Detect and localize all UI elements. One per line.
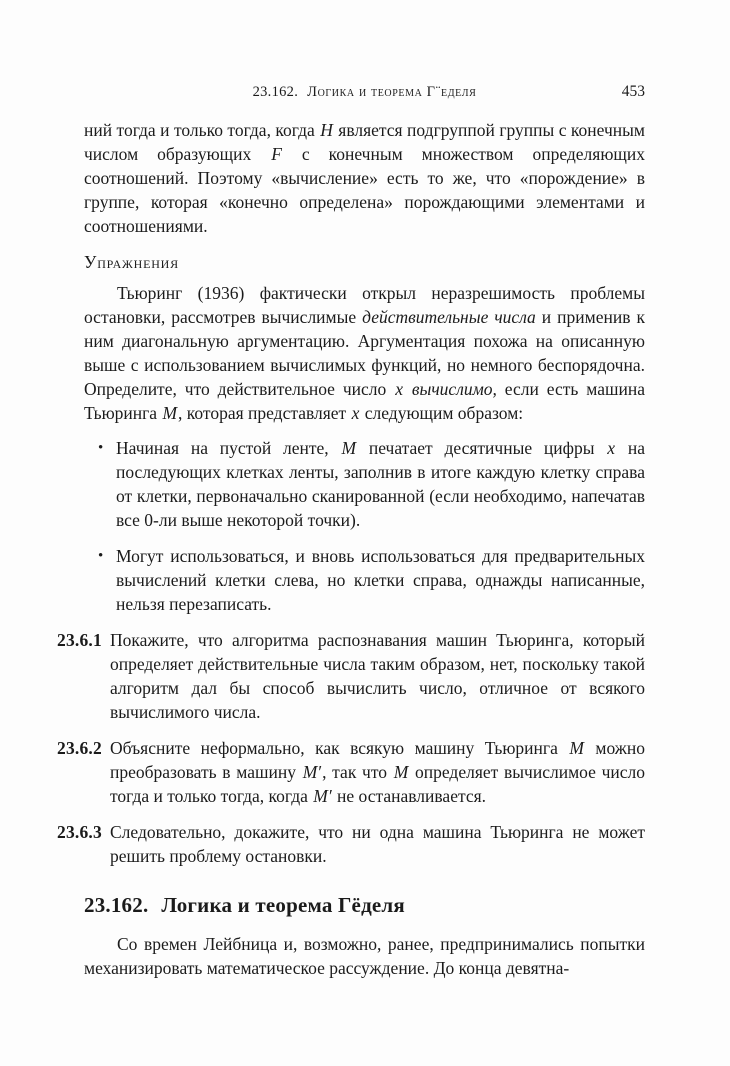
bullet-list: [84, 436, 645, 616]
exercise-23-6-3: [57, 820, 645, 868]
running-head-section-number: 23.162.: [252, 84, 299, 100]
exercises-heading: Упражнения: [84, 252, 179, 272]
bullet-text: Могут использоваться, и вновь использоваться для предварительных вычислений клетки слева, но клетки справа, однажды написанные, нельзя перезаписать.: [116, 546, 645, 614]
exercise-number: 23.6.2: [57, 738, 102, 758]
paragraph-turing-1936: Тьюринг (1936) фактически открыл неразрешимость проблемы остановки, рассмотрев вычислимые действительные числа и применив к ним диагональную аргументацию. Аргументация похожа на описанную выше с использованием вычислимых функций, но немного беспорядочна. Определите, что действительное число x вычислимо, если есть машина Тьюринга M, которая представляет x следующим образом:: [84, 283, 645, 423]
list-item-cells-rewrite: [84, 544, 645, 616]
exercise-number: 23.6.1: [57, 630, 102, 650]
bullet-text: Начиная на пустой ленте, M печатает десятичные цифры x на последующих клетках ленты, заполнив в итоге каждую клетку справа от клетки, первоначально сканированной (если необходимо, напечатав все 0-ли выше некоторой точки).: [116, 438, 645, 530]
running-head: [84, 82, 645, 102]
page-number: 453: [621, 83, 645, 100]
section-number: 23.162.: [84, 893, 149, 917]
exercise-number: 23.6.3: [57, 822, 102, 842]
running-head-chapter-title: Логика и теорема Г¨еделя: [307, 84, 477, 100]
exercise-text: Объясните неформально, как всякую машину Тьюринга M можно преобразовать в машину M′, так что M определяет вычислимое число тогда и только тогда, когда M′ не останавливается.: [110, 738, 646, 806]
exercise-23-6-1: [57, 628, 645, 724]
exercise-text: Покажите, что алгоритма распознавания машин Тьюринга, который определяет действительные числа таким образом, нет, поскольку такой алгоритм дал бы способ вычислить число, отличное от всякого вычислимого числа.: [110, 630, 645, 722]
section-title: Логика и теорема Гёделя: [161, 893, 405, 917]
bullet-icon: •: [98, 440, 104, 456]
bullet-icon: •: [98, 548, 104, 564]
paragraph-leibniz: Со времен Лейбница и, возможно, ранее, предпринимались попытки механизировать математическое рассуждение. До конца девятна-: [84, 934, 645, 978]
section-heading: [84, 892, 645, 918]
list-item-tape-printing: [84, 436, 645, 532]
exercise-23-6-2: [57, 736, 645, 808]
paragraph-group-computation: ний тогда и только тогда, когда H является подгруппой группы с конечным числом образующих F с конечным множеством определяющих соотношений. Поэтому «вычисление» есть то же, что «порождение» в группе, которая «конечно определена» порождающими элементами и соотношениями.: [84, 120, 645, 236]
exercise-text: Следовательно, докажите, что ни одна машина Тьюринга не может решить проблему остановки.: [110, 822, 645, 866]
